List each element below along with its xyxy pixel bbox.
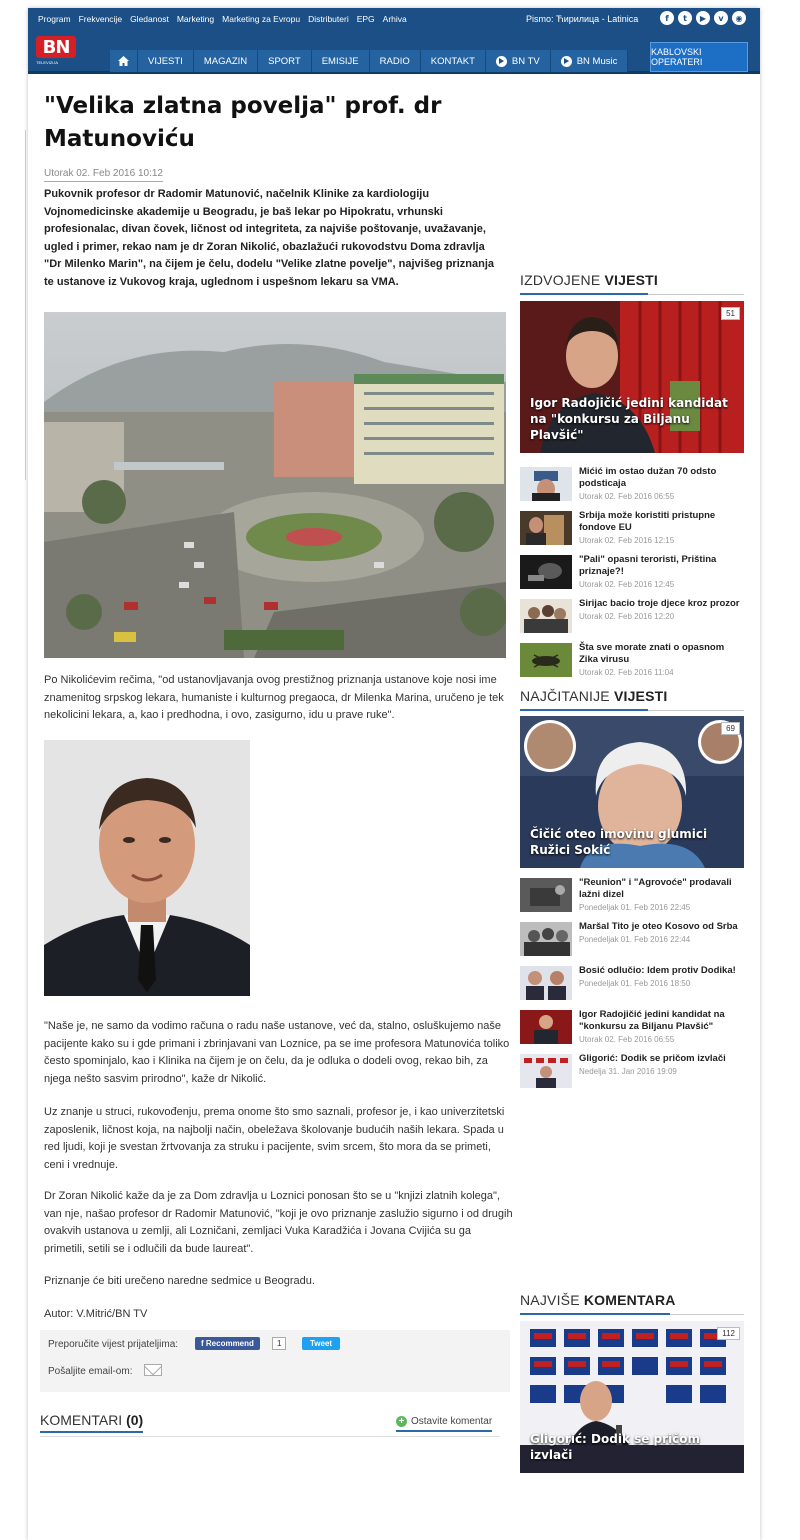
most-read-main-story[interactable] xyxy=(520,716,744,868)
list-item-date: Ponedeljak 01. Feb 2016 18:50 xyxy=(579,979,691,988)
nav-menu xyxy=(110,50,628,72)
comments-heading xyxy=(40,1412,143,1433)
most-read-list-item[interactable] xyxy=(520,1008,744,1046)
most-commented-story-title: Gligorić: Dodik se pričom izvlači xyxy=(530,1432,701,1462)
list-item-title xyxy=(579,877,744,914)
most-read-heading xyxy=(520,688,667,704)
logo-subtext: TELEVIZIJA xyxy=(36,60,59,65)
list-item-title xyxy=(579,466,744,503)
list-thumbnail xyxy=(520,643,572,677)
rss-icon[interactable]: ◉ xyxy=(732,11,746,25)
email-icon[interactable] xyxy=(144,1364,162,1376)
twitter-icon[interactable]: t xyxy=(678,11,692,25)
most-read-story-title: Čičić oteo imovinu glumici Ružici Sokić xyxy=(530,827,708,857)
list-item-date: Utorak 02. Feb 2016 12:45 xyxy=(579,580,675,589)
featured-list-item[interactable] xyxy=(520,465,744,503)
nav-radio[interactable]: RADIO xyxy=(370,50,421,72)
nav-sport[interactable]: SPORT xyxy=(258,50,312,72)
add-comment-link[interactable] xyxy=(396,1416,492,1432)
list-item-title-text: Šta sve morate znati o opasnom Zika virusu xyxy=(579,642,725,665)
list-item-date: Utorak 02. Feb 2016 11:04 xyxy=(579,668,674,677)
list-item-title-text: Sirijac bacio troje djece kroz prozor xyxy=(579,598,740,609)
email-label: Pošaljite email-om: xyxy=(48,1366,133,1377)
list-item-date: Ponedeljak 01. Feb 2016 22:45 xyxy=(579,903,691,912)
featured-heading-underline xyxy=(520,294,744,295)
featured-main-story[interactable] xyxy=(520,301,744,453)
featured-list-item[interactable] xyxy=(520,509,744,547)
featured-list-item[interactable] xyxy=(520,553,744,591)
list-item-title xyxy=(579,642,744,679)
list-thumbnail xyxy=(520,467,572,501)
list-thumbnail xyxy=(520,511,572,545)
most-read-list-item[interactable] xyxy=(520,964,744,1002)
list-item-title-text: Srbija može koristiti pristupne fondove EU xyxy=(579,510,716,533)
featured-list-item[interactable] xyxy=(520,597,744,635)
featured-news-heading xyxy=(520,272,658,288)
facebook-recommend-button[interactable] xyxy=(195,1337,260,1350)
tweet-button[interactable]: Tweet xyxy=(302,1337,340,1350)
top-link-marketing[interactable]: Marketing xyxy=(176,14,215,24)
list-item-title xyxy=(579,1053,744,1078)
list-thumbnail xyxy=(520,878,572,912)
page-left-border xyxy=(25,130,26,480)
list-item-title xyxy=(579,598,744,623)
play-icon xyxy=(496,56,507,67)
list-item-title-text: Bosić odlučio: Idem protiv Dodika! xyxy=(579,965,736,976)
most-read-list-item[interactable] xyxy=(520,1052,744,1090)
add-comment-label: Ostavite komentar xyxy=(411,1416,493,1427)
list-item-title xyxy=(579,1009,744,1046)
list-item-title-text: Igor Radojičić jedini kandidat na "konkursu za Biljanu Plavšić" xyxy=(579,1009,725,1032)
most-read-heading-underline xyxy=(520,710,744,711)
comments-count: (0) xyxy=(126,1412,144,1428)
list-item-date: Utorak 02. Feb 2016 12:15 xyxy=(579,536,675,545)
list-thumbnail xyxy=(520,922,572,956)
most-commented-heading-bold: KOMENTARA xyxy=(583,1292,676,1308)
article-author: Autor: V.Mitrić/BN TV xyxy=(44,1308,148,1320)
fb-button-label: Recommend xyxy=(205,1339,254,1348)
list-thumbnail xyxy=(520,1054,572,1088)
top-link-distributeri[interactable]: Distributeri xyxy=(308,14,349,24)
nav-magazin[interactable]: MAGAZIN xyxy=(194,50,258,72)
top-link-arhiva[interactable]: Arhiva xyxy=(382,14,407,24)
list-item-date: Utorak 02. Feb 2016 06:55 xyxy=(579,492,675,501)
list-thumbnail xyxy=(520,555,572,589)
list-item-title xyxy=(579,965,744,990)
top-links xyxy=(38,8,407,30)
most-commented-comment-count: 112 xyxy=(717,1327,740,1340)
featured-story-title: Igor Radojičić jedini kandidat na "konkursu za Biljanu Plavšić" xyxy=(530,396,728,442)
list-item-title xyxy=(579,554,744,591)
most-read-comment-count: 69 xyxy=(721,722,740,735)
top-link-frekvencije[interactable]: Frekvencije xyxy=(78,14,123,24)
most-commented-main-story[interactable] xyxy=(520,1321,744,1473)
nav-emisije[interactable]: EMISIJE xyxy=(312,50,370,72)
article-photo-portrait xyxy=(44,740,250,996)
nav-bn-music-label: BN Music xyxy=(576,55,618,67)
youtube-icon[interactable]: ▶ xyxy=(696,11,710,25)
facebook-count: 1 xyxy=(272,1337,286,1350)
list-item-date: Utorak 02. Feb 2016 12:20 xyxy=(579,612,675,621)
plus-icon: + xyxy=(396,1416,407,1427)
facebook-icon[interactable]: f xyxy=(660,11,674,25)
nav-bn-tv-label: BN TV xyxy=(511,55,540,67)
play-icon xyxy=(561,56,572,67)
comments-divider xyxy=(40,1436,500,1437)
article-paragraph-3: Uz znanje u struci, rukovođenju, prema onome što smo saznali, profesor je, i kao univerzitetski zaposlenik, ličnost koja, na najbolji način, obeležava školovanje budućih naših lekara. Spada u red ljudi, koji je svestan žrtvovanja za struku i pacijente, svim srcem, što mora da se primeti, ceni i vrednuje. xyxy=(44,1106,505,1171)
nav-kontakt[interactable]: KONTAKT xyxy=(421,50,486,72)
social-icons xyxy=(660,11,746,25)
list-item-date: Nedelja 31. Jan 2016 19:09 xyxy=(579,1067,677,1076)
top-link-epg[interactable]: EPG xyxy=(356,14,375,24)
script-switch[interactable]: Pismo: Ћирилица - Latinica xyxy=(526,14,639,24)
list-item-title-text: "Reunion" i "Agrovoće" prodavali lažni dizel xyxy=(579,877,732,900)
home-icon xyxy=(118,56,129,66)
top-link-gledanost[interactable]: Gledanost xyxy=(130,14,169,24)
cable-operators-button[interactable]: KABLOVSKI OPERATERI xyxy=(650,42,748,72)
nav-bn-tv[interactable] xyxy=(486,50,551,72)
main-navbar xyxy=(28,30,760,74)
logo-text: BN xyxy=(36,36,76,58)
page-container xyxy=(28,8,760,1540)
featured-heading-bold: VIJESTI xyxy=(604,272,658,288)
nav-home[interactable] xyxy=(110,50,138,72)
list-thumbnail xyxy=(520,966,572,1000)
list-item-title-text: Gligorić: Dodik se pričom izvlači xyxy=(579,1053,726,1064)
comments-heading-label: KOMENTARI xyxy=(40,1412,123,1428)
article-lead: Pukovnik profesor dr Radomir Matunović, načelnik Klinike za kardiologiju Vojnomedicinske akademije u Beogradu, je baš lekar po Hipokratu, vrhunski profesionalac, divan čovek, ličnost od integriteta, za najviše poštovanje, uvažavanje, ugled i primer, rekao nam je dr Zoran Nikolić, obazlažući rukovodstvu Doma zdravlja "Dr Milenko Marin", na čijem je čelu, dodelu "Velike zlatne povelje", najvišeg priznanja te ustanove iz Vukovog kraja, uglednom i uspešnom lekaru sa VMA. xyxy=(44,188,494,288)
list-item-title-text: Mićić im ostao dužan 70 odsto podsticaja xyxy=(579,466,717,489)
share-box xyxy=(40,1330,510,1392)
top-link-marketing-evropa[interactable]: Marketing za Evropu xyxy=(222,14,301,24)
most-read-heading-bold: VIJESTI xyxy=(613,688,668,704)
recommend-label: Preporučite vijest prijateljima: xyxy=(48,1339,179,1350)
featured-heading-light: IZDVOJENE xyxy=(520,272,605,288)
list-item-title-text: "Pali" opasni teroristi, Priština priznaje?! xyxy=(579,554,717,577)
nav-vijesti[interactable]: VIJESTI xyxy=(138,50,194,72)
most-read-list-item[interactable] xyxy=(520,920,744,958)
vimeo-icon[interactable]: v xyxy=(714,11,728,25)
featured-comment-count: 51 xyxy=(721,307,740,320)
article-title: "Velika zlatna povelja" prof. dr Matunoviću xyxy=(44,93,442,152)
bn-logo[interactable] xyxy=(36,36,84,68)
most-read-list-item[interactable] xyxy=(520,876,744,914)
facebook-icon: f xyxy=(201,1339,206,1348)
article-paragraph-5: Priznanje će biti urečeno naredne sedmice u Beogradu. xyxy=(44,1275,315,1287)
featured-list-item[interactable] xyxy=(520,641,744,679)
most-commented-heading xyxy=(520,1292,676,1308)
list-item-title xyxy=(579,510,744,547)
list-item-date: Ponedeljak 01. Feb 2016 22:44 xyxy=(579,935,691,944)
list-thumbnail xyxy=(520,599,572,633)
nav-bn-music[interactable] xyxy=(551,50,629,72)
article-paragraph-1: Po Nikolićevim rečima, "od ustanovljavanja ovog prestižnog priznanja ustanove koje nosi ime znamenitog srpskog lekara, humaniste i kulturnog pregaoca, dr Milenka Marina, uručeno je tek nekolicini lekara, a, kao i predhodna, i ovo, zasigurno, idu u prave ruke". xyxy=(44,674,504,721)
list-item-title-text: Maršal Tito je oteo Kosovo od Srba xyxy=(579,921,738,932)
top-bar xyxy=(28,8,760,30)
most-commented-heading-underline xyxy=(520,1314,744,1315)
most-read-heading-light: NAJČITANIJE xyxy=(520,688,614,704)
article-paragraph-4: Dr Zoran Nikolić kaže da je za Dom zdravlja u Loznici ponosan što se u "knjizi zlatnih kolega", van nje, našao profesor dr Radomir Matunović, "koji je ovo priznanje zaslužio sigurno i od drugih ovakvih ustanova u zemlji, ali Lozničani, zemljaci Vuka Karadžića i Jovana Cvijića su ga primetili, setili se i odlučili da bude laureat". xyxy=(44,1190,513,1255)
article-date: Utorak 02. Feb 2016 10:12 xyxy=(44,168,163,182)
list-item-title xyxy=(579,921,744,946)
article-photo-town-square xyxy=(44,312,506,658)
most-commented-heading-light: NAJVIŠE xyxy=(520,1292,584,1308)
list-thumbnail xyxy=(520,1010,572,1044)
list-item-date: Utorak 02. Feb 2016 06:55 xyxy=(579,1035,675,1044)
top-link-program[interactable]: Program xyxy=(38,14,71,24)
article-paragraph-2: "Naše je, ne samo da vodimo računa o radu naše ustanove, već da, stalno, osluškujemo naše pacijente kako su i gde primani i zbrinjavani van Loznice, pa se ime profesora Matunovića toliko često spominjalo, kao i Klinika na čijem je on čelu, da je odluka o dodeli ovog, rekao bih, za njega nešto sasvim prirodno", kaže dr Nikolić. xyxy=(44,1020,510,1085)
